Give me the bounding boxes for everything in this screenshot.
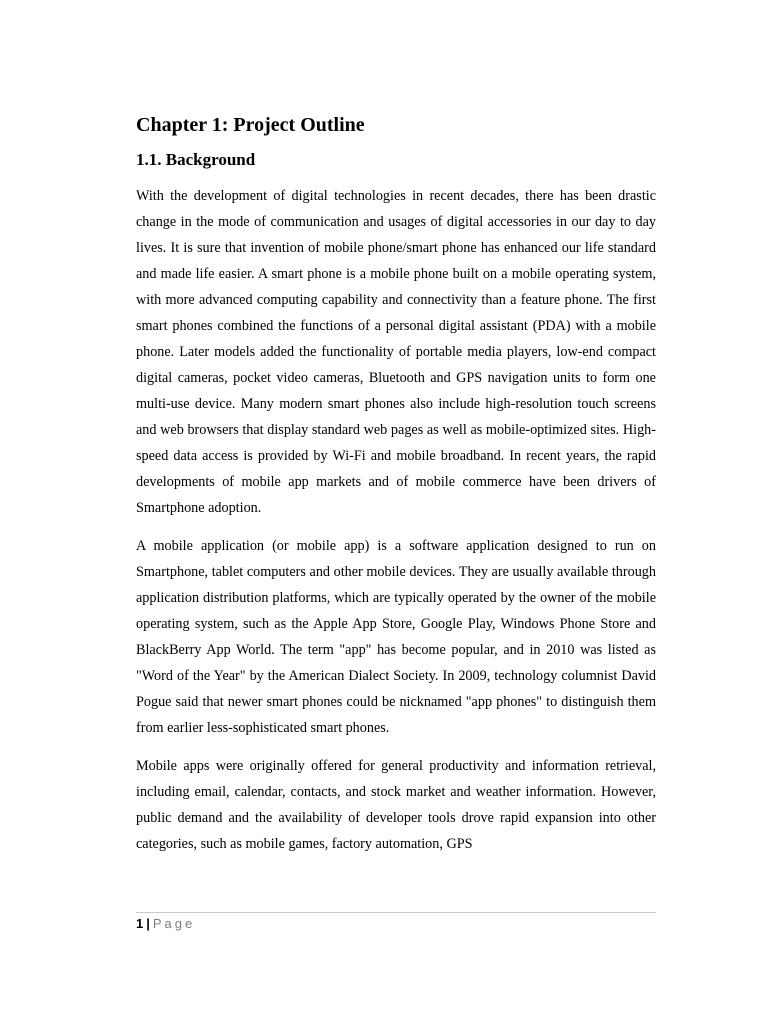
section-heading: 1.1. Background xyxy=(136,150,256,169)
page-number: 1 xyxy=(136,916,144,931)
page-content xyxy=(136,110,656,857)
footer-separator: | xyxy=(146,916,150,931)
page-footer xyxy=(136,915,195,933)
paragraph-background-3: Mobile apps were originally offered for general productivity and information retrieval, including email, calendar, contacts, and stock market and weather information. However, public demand and the availability of developer tools drove rapid expansion into other categories, such as mobile games, factory automation, GPS xyxy=(136,758,656,852)
paragraph-background-1: With the development of digital technologies in recent decades, there has been drastic change in the mode of communication and usages of digital accessories in our day to day lives. It is sure that invention of mobile phone/smart phone has enhanced our life standard and made life easier. A smart phone is a mobile phone built on a mobile operating system, with more advanced computing capability and connectivity than a feature phone. The first smart phones combined the functions of a personal digital assistant (PDA) with a mobile phone. Later models added the functionality of portable media players, low-end compact digital cameras, pocket video cameras, Bluetooth and GPS navigation units to form one multi-use device. Many modern smart phones also include high-resolution touch screens and web browsers that display standard web pages as well as mobile-optimized sites. High-speed data access is provided by Wi-Fi and mobile broadband. In recent years, the rapid developments of mobile app markets and of mobile commerce have been drivers of Smartphone adoption. xyxy=(136,188,656,516)
footer-divider xyxy=(136,912,656,913)
chapter-title: Chapter 1: Project Outline xyxy=(136,114,365,136)
paragraph-background-2: A mobile application (or mobile app) is a software application designed to run on Smartphone, tablet computers and other mobile devices. They are usually available through application distribution platforms, which are typically operated by the owner of the mobile operating system, such as the Apple App Store, Google Play, Windows Phone Store and BlackBerry App World. The term "app" has become popular, and in 2010 was listed as "Word of the Year" by the American Dialect Society. In 2009, technology columnist David Pogue said that newer smart phones could be nicknamed "app phones" to distinguish them from earlier less-sophisticated smart phones. xyxy=(136,538,656,736)
page-label: Page xyxy=(152,916,196,931)
